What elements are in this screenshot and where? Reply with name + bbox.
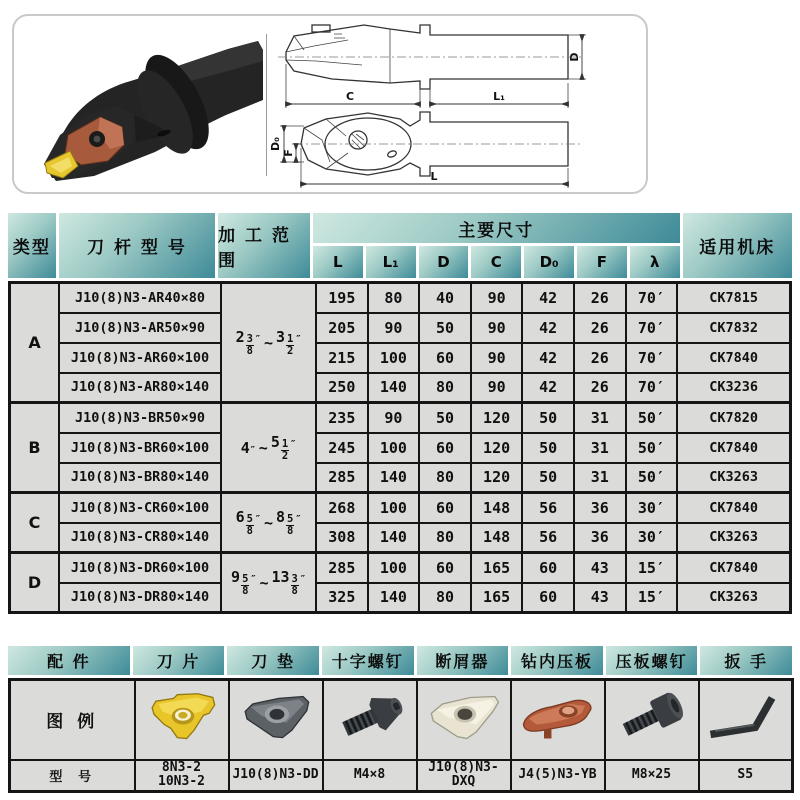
dim-value-cell: 43 [574,553,626,583]
machine-cell: CK7820 [677,403,790,433]
dim-value-cell: 30′ [626,523,678,553]
dim-value-cell: 100 [368,553,420,583]
dim-value-cell: 80 [419,373,471,403]
dim-value-cell: 308 [316,523,368,553]
illustration-row [10,680,793,760]
dim-value-cell: 60 [419,553,471,583]
machine-cell: CK7840 [677,553,790,583]
accessory-model: J4(5)N3-YB [518,767,597,783]
dim-value-cell: 100 [368,493,420,523]
tool-3d-photo [14,16,266,192]
dim-value-cell: 140 [368,523,420,553]
dim-value-cell: 70′ [626,283,678,313]
dim-value-cell: 100 [368,433,420,463]
dim-value-cell: 140 [368,583,420,613]
fraction: $\frac{1}{2}$ [281,438,289,462]
dim-value-cell: 30′ [626,493,678,523]
dim-value-cell: 120 [471,463,523,493]
header-accessory-2: 刀 垫 [227,646,319,675]
dim-value-cell: 26 [574,283,626,313]
range-cell: 2 $\frac{3}{8}$ ″ ~ 3 $\frac{1}{2}$ ″ [221,283,316,403]
header-dim-2: L₁ [366,246,416,278]
dim-value-cell: 70′ [626,373,678,403]
dim-value-cell: 90 [471,373,523,403]
machine-cell: CK7840 [677,343,790,373]
range-value: 6 $\frac{5}{8}$ ″ [235,508,261,537]
header-range: 加 工 范 围 [218,213,310,278]
header-dim-7: λ [630,246,680,278]
dim-value-cell: 50 [419,403,471,433]
spec-row [10,493,791,523]
header-accessory-5: 钻内压板 [511,646,603,675]
dim-label-d: D [568,52,581,62]
range-cell: 4″ ~ 5 $\frac{1}{2}$ ″ [221,403,316,493]
range-value: 4″ [240,438,256,457]
panel-divider [266,34,267,176]
model-cell: J10(8)N3-BR60×100 [59,433,221,463]
accessory-model-cell [699,760,793,792]
accessory-model: M4×8 [353,767,386,783]
machine-cell: CK7840 [677,433,790,463]
spec-row [10,553,791,583]
dim-value-cell: 60 [522,583,574,613]
illustration-cell [417,680,511,760]
dim-value-cell: 325 [316,583,368,613]
accessory-model-cell [135,760,229,792]
chip-breaker-icon [422,685,506,755]
dim-value-cell: 90 [368,313,420,343]
dim-value-cell: 31 [574,463,626,493]
dim-value-cell: 43 [574,583,626,613]
dim-value-cell: 165 [471,583,523,613]
spec-row [10,463,791,493]
dim-value-cell: 15′ [626,553,678,583]
tool-technical-drawings [270,16,646,192]
dim-value-cell: 42 [522,283,574,313]
type-cell: D [10,553,60,613]
dim-label-d0: D₀ [270,137,282,151]
accessory-model-cell [511,760,605,792]
accessory-model: J10(8)N3-DXQ [428,759,499,790]
dim-value-cell: 268 [316,493,368,523]
header-dim-6: F [577,246,627,278]
header-dim-3: D [419,246,469,278]
dim-value-cell: 215 [316,343,368,373]
header-machine: 适用机床 [683,213,792,278]
machine-cell: CK3236 [677,373,790,403]
dim-label-l: L [430,170,438,183]
illustration-cell [229,680,323,760]
dim-value-cell: 60 [419,433,471,463]
model-cell: J10(8)N3-BR80×140 [59,463,221,493]
accessory-model-cell [605,760,699,792]
range-cell: 9 $\frac{5}{8}$ ″ ~ 13 $\frac{3}{8}$ ″ [221,553,316,613]
dim-value-cell: 245 [316,433,368,463]
fraction: $\frac{3}{8}$ [246,333,253,357]
type-cell: B [10,403,60,493]
dim-value-cell: 80 [419,583,471,613]
header-accessory-3: 十字螺钉 [322,646,414,675]
header-accessory-7: 扳 手 [700,646,792,675]
dim-value-cell: 250 [316,373,368,403]
dim-value-cell: 140 [368,373,420,403]
dim-value-cell: 70′ [626,343,678,373]
header-dim-4: C [471,246,521,278]
accessories-table [8,678,794,793]
dim-value-cell: 36 [574,493,626,523]
dim-value-cell: 90 [471,313,523,343]
dim-value-cell: 80 [419,523,471,553]
range-cell: 6 $\frac{5}{8}$ ″ ~ 8 $\frac{5}{8}$ ″ [221,493,316,553]
machine-cell: CK7815 [677,283,790,313]
accessories-header [8,646,792,675]
dim-value-cell: 90 [368,403,420,433]
dim-value-cell: 120 [471,433,523,463]
dim-label-c: C [345,90,355,103]
range-value: 13 $\frac{3}{8}$ ″ [271,568,306,597]
accessory-model: 8N3-2 [161,759,202,775]
range-value: 3 $\frac{1}{2}$ ″ [275,328,302,357]
illustration-cell [135,680,229,760]
accessory-model-cell [229,760,323,792]
header-dim-1: L [313,246,363,278]
illustration-row-label: 图 例 [10,680,135,760]
illustration-cell [511,680,605,760]
model-cell: J10(8)N3-CR60×100 [59,493,221,523]
machine-cell: CK3263 [677,583,790,613]
dim-value-cell: 120 [471,403,523,433]
machine-cell: CK3263 [677,463,790,493]
accessory-model: M8×25 [631,767,672,783]
dim-value-cell: 15′ [626,583,678,613]
dim-value-cell: 70′ [626,313,678,343]
dim-label-l1: L₁ [493,90,505,103]
model-cell: J10(8)N3-DR80×140 [59,583,221,613]
dimension-drawing [270,16,646,192]
spec-row [10,313,791,343]
header-accessories: 配 件 [8,646,130,675]
product-images-panel [12,14,648,194]
dim-value-cell: 31 [574,403,626,433]
dim-value-cell: 50 [522,403,574,433]
machine-cell: CK7832 [677,313,790,343]
clamp-screw-icon [610,685,694,755]
spec-row [10,583,791,613]
dim-value-cell: 36 [574,523,626,553]
header-model: 刀 杆 型 号 [59,213,215,278]
spec-row [10,433,791,463]
dim-value-cell: 50 [522,463,574,493]
dim-value-cell: 205 [316,313,368,343]
spec-row [10,343,791,373]
dim-value-cell: 60 [419,343,471,373]
range-value: 5 $\frac{1}{2}$ ″ [270,433,297,462]
dim-value-cell: 42 [522,313,574,343]
range-value: 2 $\frac{3}{8}$ ″ [235,328,261,357]
fraction: $\frac{5}{8}$ [242,573,249,597]
clamp-plate-icon [516,685,600,755]
model-cell: J10(8)N3-AR80×140 [59,373,221,403]
spec-row [10,403,791,433]
dim-value-cell: 80 [419,463,471,493]
dim-value-cell: 26 [574,373,626,403]
fraction: $\frac{5}{8}$ [287,513,294,537]
type-cell: A [10,283,60,403]
range-value: 9 $\frac{5}{8}$ ″ [231,568,257,597]
spec-row [10,373,791,403]
accessory-model: S5 [737,767,754,783]
fraction: $\frac{1}{2}$ [287,333,294,357]
dim-value-cell: 40 [419,283,471,313]
dim-value-cell: 31 [574,433,626,463]
countersunk-screw-icon [328,685,412,755]
illustration-cell [323,680,417,760]
model-cell: J10(8)N3-DR60×100 [59,553,221,583]
header-accessory-1: 刀 片 [133,646,225,675]
dim-value-cell: 42 [522,343,574,373]
dim-value-cell: 50′ [626,433,678,463]
dim-value-cell: 285 [316,553,368,583]
dim-value-cell: 60 [522,553,574,583]
spec-row [10,283,791,313]
dim-value-cell: 42 [522,373,574,403]
spec-row [10,523,791,553]
insert-icon [140,685,224,755]
dim-value-cell: 26 [574,343,626,373]
shim-icon [234,685,318,755]
accessory-model-cell [323,760,417,792]
dim-label-f: F [282,149,295,157]
machine-cell: CK3263 [677,523,790,553]
dim-value-cell: 195 [316,283,368,313]
model-cell: J10(8)N3-AR50×90 [59,313,221,343]
dim-value-cell: 140 [368,463,420,493]
dim-value-cell: 50′ [626,463,678,493]
illustration-cell [605,680,699,760]
hex-wrench-icon [703,685,787,755]
dim-value-cell: 50 [522,433,574,463]
header-dim-5: D₀ [524,246,574,278]
dim-value-cell: 90 [471,283,523,313]
main-table-header [8,213,792,278]
fraction: $\frac{3}{8}$ [291,573,298,597]
header-type: 类型 [8,213,56,278]
dim-value-cell: 90 [471,343,523,373]
accessory-model-cell [417,760,511,792]
header-dimensions-group: 主要尺寸 [313,213,680,243]
dim-value-cell: 165 [471,553,523,583]
header-accessory-6: 压板螺钉 [606,646,698,675]
dim-value-cell: 50′ [626,403,678,433]
model-row-label: 型 号 [10,760,135,792]
spec-table [8,281,792,614]
type-cell: C [10,493,60,553]
accessory-model: J10(8)N3-DD [232,767,319,783]
illustration-cell [699,680,793,760]
model-cell: J10(8)N3-BR50×90 [59,403,221,433]
dim-value-cell: 235 [316,403,368,433]
fraction: $\frac{5}{8}$ [246,513,253,537]
accessory-model: 10N3-2 [158,774,205,790]
dim-value-cell: 80 [368,283,420,313]
dim-value-cell: 100 [368,343,420,373]
dim-value-cell: 285 [316,463,368,493]
tool-photo-illustration [14,16,266,192]
model-row [10,760,793,792]
dim-value-cell: 50 [419,313,471,343]
machine-cell: CK7840 [677,493,790,523]
model-cell: J10(8)N3-AR40×80 [59,283,221,313]
model-cell: J10(8)N3-CR80×140 [59,523,221,553]
dim-value-cell: 26 [574,313,626,343]
dim-value-cell: 56 [522,523,574,553]
header-accessory-4: 断屑器 [417,646,509,675]
range-value: 8 $\frac{5}{8}$ ″ [275,508,302,537]
dim-value-cell: 148 [471,493,523,523]
dim-value-cell: 60 [419,493,471,523]
dim-value-cell: 148 [471,523,523,553]
model-cell: J10(8)N3-AR60×100 [59,343,221,373]
dim-value-cell: 56 [522,493,574,523]
